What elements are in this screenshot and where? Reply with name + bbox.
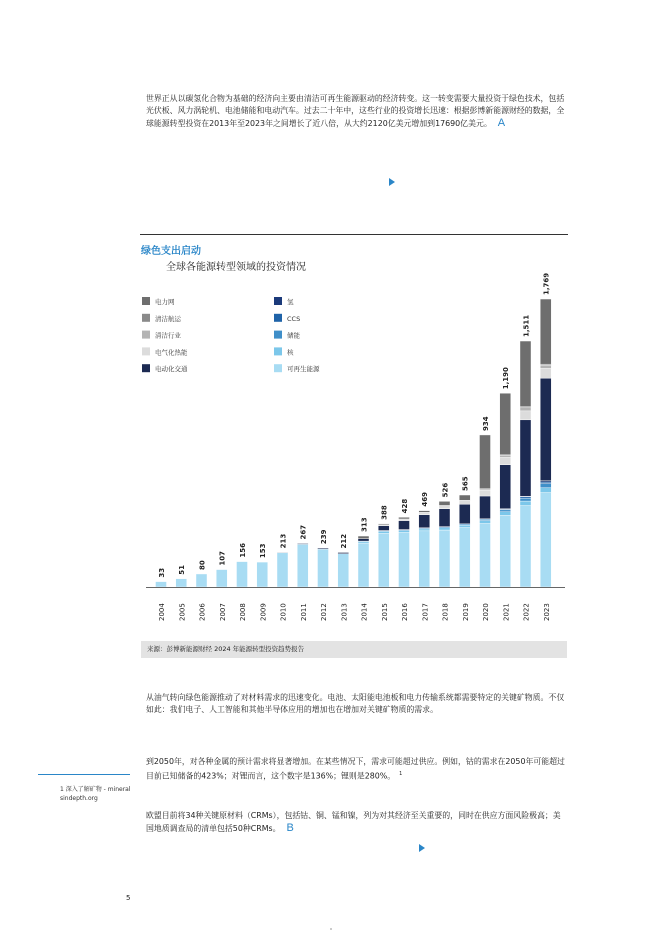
bar-segment-2020-6 (480, 490, 491, 496)
legend-label-7: 核 (287, 348, 294, 357)
bar-segment-2018-5 (439, 509, 450, 527)
bar-segment-2022-7 (520, 408, 531, 411)
legend-swatch-9 (274, 364, 282, 372)
bar-segment-2013-0 (338, 554, 349, 587)
bar-segment-2022-2 (520, 498, 531, 501)
legend-label-6: 电气化热能 (155, 348, 188, 357)
x-tick-label-2017: 2017 (421, 603, 430, 621)
x-tick-label-2009: 2009 (259, 603, 268, 621)
x-tick-label-2005: 2005 (178, 603, 187, 621)
x-tick-label-2008: 2008 (239, 603, 247, 621)
bar-segment-2020-9 (480, 435, 491, 489)
bar-total-label-2021: 1,190 (502, 367, 511, 390)
bar-segment-2020-1 (480, 521, 491, 524)
bar-segment-2021-2 (500, 510, 511, 512)
legend-swatch-0 (142, 297, 150, 305)
bar-segment-2011-5 (297, 544, 308, 545)
bar-total-label-2023: 1,769 (542, 272, 551, 296)
bar-total-label-2015: 388 (380, 505, 389, 520)
legend-label-3: CCS (287, 314, 301, 323)
bar-segment-2016-9 (399, 517, 410, 519)
page-dot (330, 928, 332, 930)
bar-segment-2017-9 (419, 511, 430, 513)
bar-segment-2018-9 (439, 501, 450, 505)
legend-swatch-8 (142, 364, 150, 372)
bar-segment-2023-7 (540, 365, 551, 368)
chart-legend (142, 297, 320, 373)
bar-segment-2016-6 (399, 519, 410, 521)
intro-text: 世界正从以碳氢化合物为基础的经济向主要由清洁可再生能源驱动的经济转变。这一转变需要大量投资于绿色技术，包括光伏板、风力涡轮机、电池储能和电动汽车。过去二十年中，这些行业的投资增长迅速：根据彭博新能源财经的数据，全球能源转型投资在2013年至2023年之间增长了近八倍，从大约2120亿美元增加到17690亿美元。 (146, 94, 565, 129)
bar-segment-2022-6 (520, 411, 531, 420)
x-tick-label-2013: 2013 (340, 603, 349, 621)
x-tick-label-2006: 2006 (198, 603, 207, 621)
bar-segment-2020-5 (480, 496, 491, 519)
bar-segment-2011-0 (297, 544, 308, 587)
bar-segment-2023-5 (540, 378, 551, 481)
x-tick-label-2015: 2015 (380, 603, 389, 621)
bar-segment-2009-0 (257, 562, 268, 587)
legend-swatch-1 (274, 297, 282, 305)
footnote-ref[interactable]: 1 (399, 771, 403, 778)
legend-swatch-4 (142, 331, 150, 339)
annotation-marker-b[interactable]: B (286, 822, 294, 835)
bar-total-label-2012: 239 (320, 529, 328, 545)
x-tick-label-2016: 2016 (401, 603, 409, 621)
bar-segment-2007-0 (216, 570, 227, 587)
legend-swatch-6 (142, 347, 150, 355)
legend-label-0: 电力网 (155, 298, 175, 306)
legend-label-8: 电动化交通 (155, 365, 188, 374)
x-tick-label-2012: 2012 (320, 603, 328, 621)
bar-segment-2006-0 (196, 574, 207, 587)
legend-swatch-5 (274, 331, 282, 339)
legend-label-5: 储能 (287, 331, 300, 340)
bar-segment-2023-1 (540, 488, 551, 493)
bar-segment-2023-6 (540, 368, 551, 378)
bar-segment-2019-5 (459, 504, 470, 524)
bar-total-label-2011: 267 (299, 524, 308, 540)
legend-swatch-7 (274, 347, 282, 355)
bar-segment-2023-9 (540, 299, 551, 364)
bar-total-label-2004: 33 (158, 567, 166, 578)
x-tick-label-2023: 2023 (542, 603, 551, 621)
bar-segment-2017-1 (419, 529, 430, 531)
bar-total-label-2020: 934 (482, 416, 490, 431)
legend-label-9: 可再生能源 (287, 365, 320, 374)
x-tick-label-2010: 2010 (279, 603, 288, 621)
bar-segment-2017-6 (419, 512, 430, 514)
chart-bars (146, 299, 565, 587)
x-tick-label-2004: 2004 (158, 603, 166, 621)
bar-total-label-2014: 313 (360, 517, 369, 533)
x-tick-label-2020: 2020 (482, 603, 490, 621)
bar-segment-2018-1 (439, 528, 450, 530)
bar-segment-2014-0 (358, 543, 369, 587)
bar-total-label-2007: 107 (218, 550, 227, 566)
x-tick-label-2019: 2019 (461, 603, 470, 621)
bar-segment-2022-0 (520, 506, 531, 587)
bar-segment-2022-1 (520, 501, 531, 506)
chart-labels (158, 273, 551, 621)
bar-segment-2019-1 (459, 525, 470, 527)
legend-label-1: 氢 (287, 298, 294, 306)
bar-segment-2005-0 (176, 579, 187, 587)
bar-total-label-2009: 153 (259, 543, 268, 559)
x-tick-label-2011: 2011 (299, 603, 308, 621)
paragraph-crm (146, 810, 568, 835)
legend-label-4: 清洁行业 (155, 331, 181, 340)
bar-segment-2018-0 (439, 530, 450, 587)
bar-segment-2016-5 (399, 521, 410, 530)
bar-total-label-2017: 469 (421, 492, 430, 507)
bar-segment-2012-0 (318, 549, 329, 587)
bar-segment-2016-1 (399, 531, 410, 533)
bar-segment-2016-0 (399, 532, 410, 587)
bar-segment-2017-5 (419, 515, 430, 528)
bar-total-label-2005: 51 (178, 564, 187, 575)
bar-segment-2004-0 (156, 582, 167, 587)
page-number: 5 (126, 894, 131, 902)
bar-segment-2015-9 (378, 524, 389, 525)
paragraph-crm-text: 欧盟目前将34种关键原材料（CRMs），包括钴、铜、锰和镍，列为对其经济至关重要的，同时在供应方面风险极高；美国地质调查局的清单包括50种CRMs。 (146, 811, 561, 834)
bar-segment-2017-0 (419, 531, 430, 587)
bar-segment-2014-9 (358, 536, 369, 539)
paragraph-metals-2050 (146, 756, 568, 783)
footnote-rule (38, 774, 130, 775)
x-tick-label-2007: 2007 (218, 603, 227, 621)
bar-segment-2014-5 (358, 539, 369, 541)
bar-segment-2019-9 (459, 495, 470, 500)
bar-total-label-2018: 526 (441, 482, 450, 498)
chart-source: 来源：彭博新能源财经 2024 年能源转型投资趋势报告 (141, 641, 567, 658)
bar-segment-2023-0 (540, 493, 551, 587)
bar-total-label-2008: 156 (239, 542, 247, 558)
bar-segment-2021-9 (500, 393, 511, 455)
bar-total-label-2010: 213 (279, 533, 288, 549)
bar-segment-2021-5 (500, 465, 511, 509)
section-title: 绿色支出启动 (141, 246, 201, 257)
play-arrow-icon-2[interactable] (419, 844, 425, 852)
x-tick-label-2022: 2022 (522, 603, 531, 621)
bar-total-label-2013: 212 (340, 533, 349, 549)
x-tick-label-2021: 2021 (502, 603, 511, 621)
bar-total-label-2016: 428 (401, 498, 409, 514)
bar-segment-2019-0 (459, 528, 470, 587)
legend-label-2: 清洁航运 (155, 314, 181, 323)
chart-title: 全球各能源转型领域的投资情况 (166, 262, 306, 273)
bar-segment-2023-2 (540, 484, 551, 488)
paragraph-metals-text: 到2050年，对各种金属的预计需求将显著增加。在某些情况下，需求可能超过供应。例如，钴的需求在2050年可能超过目前已知储备的423%；对锂而言，这个数字是136%；锂则是280%。 (146, 757, 565, 781)
bar-segment-2022-5 (520, 420, 531, 497)
bar-segment-2008-0 (237, 562, 248, 587)
bar-segment-2022-9 (520, 341, 531, 407)
x-tick-label-2018: 2018 (441, 603, 450, 621)
bar-segment-2021-6 (500, 457, 511, 464)
legend-swatch-2 (142, 314, 150, 322)
bar-segment-2020-0 (480, 524, 491, 587)
bar-segment-2015-1 (378, 531, 389, 533)
paragraph-minerals-demand: 从油气转向绿色能源推动了对材料需求的迅速变化。电池、太阳能电池板和电力传输系统都需要特定的关键矿物质。不仅如此：我们电子、人工智能和其他半导体应用的增加也在增加对关键矿物质的需求。 (146, 693, 565, 715)
bar-segment-2021-0 (500, 515, 511, 587)
bar-segment-2014-1 (358, 541, 369, 543)
bar-segment-2021-1 (500, 512, 511, 516)
bar-segment-2015-5 (378, 526, 389, 531)
footnote: 1 深入了解矿物 - mineralsindepth.org (60, 786, 131, 802)
bar-segment-2019-6 (459, 500, 470, 504)
bar-segment-2021-7 (500, 455, 511, 457)
bar-total-label-2006: 80 (198, 560, 207, 570)
bar-segment-2013-5 (338, 552, 349, 553)
x-tick-label-2014: 2014 (360, 603, 369, 621)
bar-segment-2015-0 (378, 533, 389, 587)
bar-segment-2012-5 (318, 548, 329, 549)
bar-total-label-2022: 1,511 (522, 314, 531, 338)
bar-total-label-2019: 565 (461, 476, 470, 492)
bar-segment-2018-6 (439, 505, 450, 508)
annotation-marker-a[interactable]: A (497, 117, 506, 130)
bar-segment-2010-0 (277, 553, 288, 587)
bar-segment-2023-3 (540, 482, 551, 484)
legend-swatch-3 (274, 314, 282, 322)
